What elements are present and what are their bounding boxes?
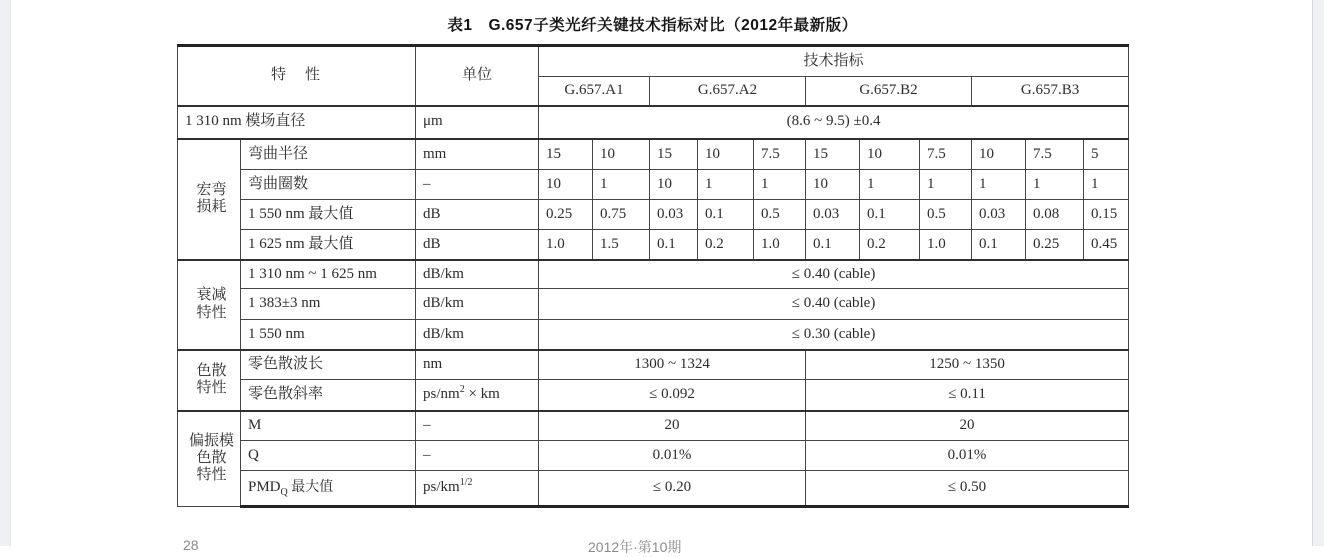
value-cell: 10 [698,139,754,170]
row-max-loss-1625 [178,230,1129,260]
value-cell: 1.0 [920,230,972,260]
value-cell: 0.08 [1026,200,1084,230]
value-cell: 0.03 [650,200,698,230]
header-row-1 [178,46,1129,77]
value-cell: 1.5 [593,230,650,260]
value-cell: 0.2 [698,230,754,260]
header-feature: 特 性 [178,46,416,106]
value-cell-b: 1250 ~ 1350 [806,350,1129,380]
row-label: 零色散斜率 [241,380,416,411]
value-cell: 1 [920,170,972,200]
value-cell: 15 [650,139,698,170]
unit-cell: mm [416,139,539,170]
header-tech-index: 技术指标 [539,46,1129,77]
value-cell: ≤ 0.40 (cable) [539,260,1129,289]
row-label: 弯曲半径 [241,139,416,170]
value-cell: 1 [1026,170,1084,200]
value-cell: 0.75 [593,200,650,230]
value-cell: 0.5 [920,200,972,230]
value-cell: 1 [754,170,806,200]
page-number: 28 [183,537,199,553]
table-title: 表1 G.657子类光纤关键技术指标对比（2012年最新版） [447,17,858,34]
unit-cell: dB/km [416,289,539,320]
value-cell: 0.1 [806,230,860,260]
value-cell: 10 [650,170,698,200]
value-cell: 1 [1084,170,1129,200]
fiber-spec-table [177,44,1129,508]
row-label: 1 550 nm [241,320,416,350]
value-cell: 0.25 [539,200,593,230]
value-cell-a: 1300 ~ 1324 [539,350,806,380]
unit-cell: $ps/km^{1/2}$ [416,471,539,507]
unit-cell: μm [416,106,539,139]
journal-issue: 2012年·第10期 [588,539,682,555]
row-bend-radius [178,139,1129,170]
value-cell-a: 0.01% [539,441,806,471]
row-bend-turns [178,170,1129,200]
value-cell: 1 [972,170,1026,200]
row-pmd-m [178,411,1129,441]
value-cell: 7.5 [1026,139,1084,170]
row-label: 1 550 nm 最大值 [241,200,416,230]
value-cell: 10 [806,170,860,200]
header-fiber-b3: G.657.B3 [972,77,1129,106]
row-label: $PMD_Q$ 最大值 [241,471,416,507]
row-zero-dispersion-wavelength [178,350,1129,380]
value-cell: 1.0 [754,230,806,260]
group-pmd: 偏振模 色散 特性 [178,411,241,507]
value-cell: ≤ 0.30 (cable) [539,320,1129,350]
value-cell-b: ≤ 0.11 [806,380,1129,411]
unit-cell: dB/km [416,320,539,350]
value-cell: 0.03 [972,200,1026,230]
value-cell: 15 [806,139,860,170]
row-mode-field-diameter [178,106,1129,139]
value-cell: 0.45 [1084,230,1129,260]
unit-cell: – [416,411,539,441]
row-label: 1 310 nm ~ 1 625 nm [241,260,416,289]
value-cell: 10 [539,170,593,200]
value-cell-b: 20 [806,411,1129,441]
value-cell: 0.1 [650,230,698,260]
group-dispersion: 色散 特性 [178,350,241,411]
value-cell: 1 [698,170,754,200]
value-cell-b: ≤ 0.50 [806,471,1129,507]
value-cell: 10 [860,139,920,170]
value-cell-a: 20 [539,411,806,441]
value-cell: 7.5 [920,139,972,170]
group-macro-bend-loss: 宏弯 损耗 [178,139,241,260]
row-label: 1 383±3 nm [241,289,416,320]
row-zero-dispersion-slope [178,380,1129,411]
row-max-loss-1550 [178,200,1129,230]
value-cell: 1 [593,170,650,200]
header-unit: 单位 [416,46,539,106]
value-cell: 0.15 [1084,200,1129,230]
value-cell: 0.1 [698,200,754,230]
value-cell: 7.5 [754,139,806,170]
value-cell: 10 [972,139,1026,170]
unit-cell: nm [416,350,539,380]
row-attenuation-1550 [178,320,1129,350]
row-label: Q [241,441,416,471]
value-cell: 0.1 [972,230,1026,260]
header-fiber-a1: G.657.A1 [539,77,650,106]
page-right-gutter[interactable] [1312,0,1324,546]
row-attenuation-range [178,260,1129,289]
row-label: 1 625 nm 最大值 [241,230,416,260]
value-cell: 1.0 [539,230,593,260]
value-cell: 0.03 [806,200,860,230]
value-cell-a: ≤ 0.092 [539,380,806,411]
header-fiber-b2: G.657.B2 [806,77,972,106]
row-pmd-q [178,441,1129,471]
row-label: 零色散波长 [241,350,416,380]
row-attenuation-1383 [178,289,1129,320]
value-cell: 10 [593,139,650,170]
value-cell: 1 [860,170,920,200]
group-attenuation: 衰减 特性 [178,260,241,350]
row-pmdq-max [178,471,1129,507]
unit-cell: – [416,170,539,200]
value-cell: ≤ 0.40 (cable) [539,289,1129,320]
value-cell: 0.25 [1026,230,1084,260]
row-label: M [241,411,416,441]
value-cell-b: 0.01% [806,441,1129,471]
unit-cell: $ps/nm^2$ × km [416,380,539,411]
value-cell: 0.5 [754,200,806,230]
unit-cell: – [416,441,539,471]
unit-cell: dB [416,230,539,260]
header-fiber-a2: G.657.A2 [650,77,806,106]
row-label: 弯曲圈数 [241,170,416,200]
value-cell-a: ≤ 0.20 [539,471,806,507]
page-left-gutter [0,0,11,546]
value-cell: (8.6 ~ 9.5) ±0.4 [539,106,1129,139]
value-cell: 5 [1084,139,1129,170]
value-cell: 0.2 [860,230,920,260]
unit-cell: dB [416,200,539,230]
value-cell: 15 [539,139,593,170]
unit-cell: dB/km [416,260,539,289]
value-cell: 0.1 [860,200,920,230]
row-label: 1 310 nm 模场直径 [178,106,416,139]
